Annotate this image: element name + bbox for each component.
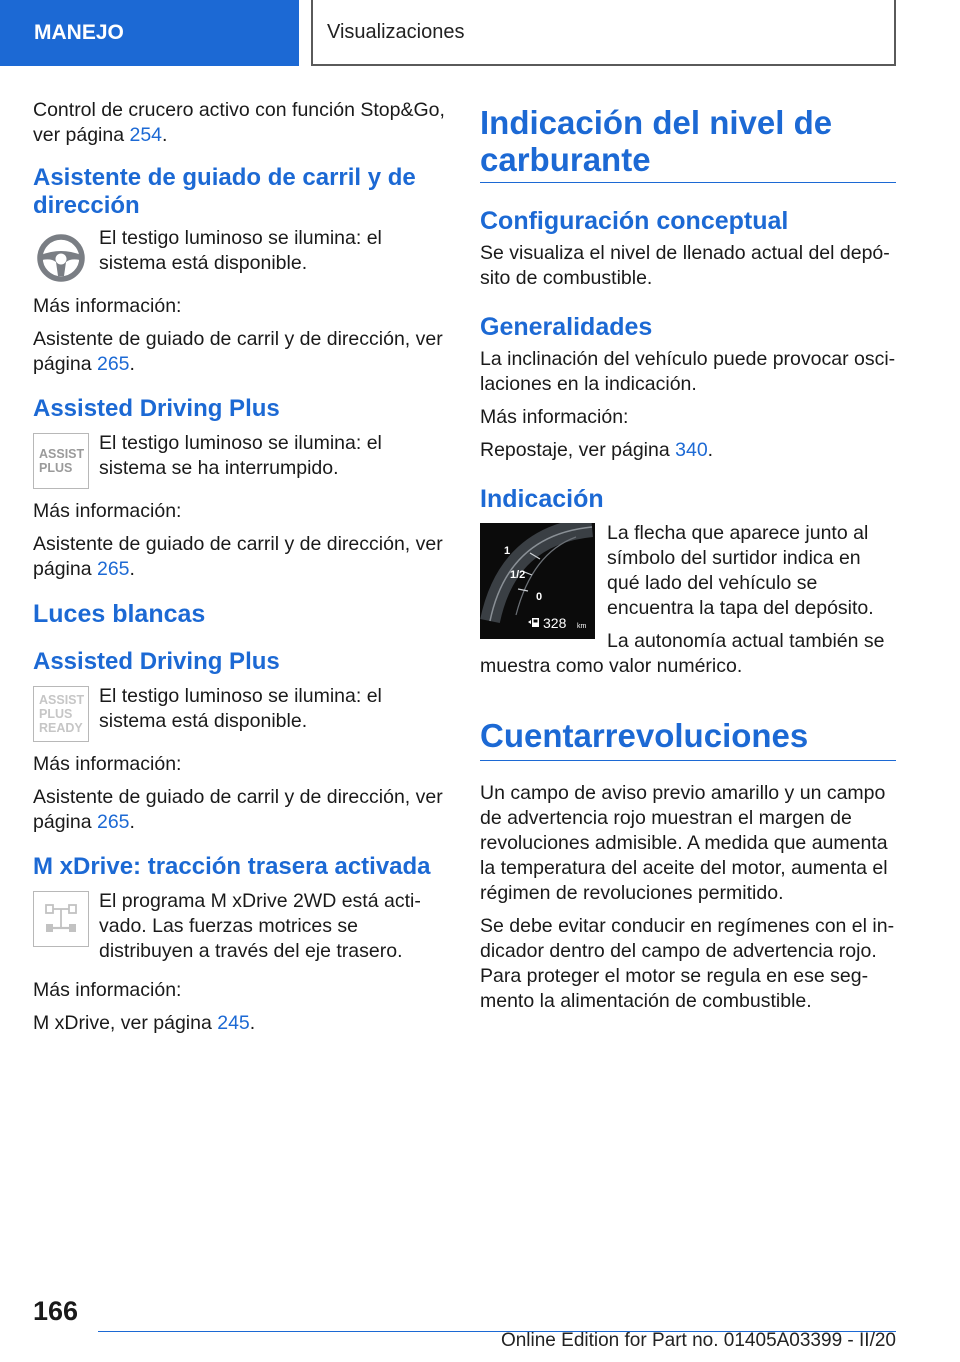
heading-concept: Configuración conceptual	[480, 207, 789, 235]
indication-block	[480, 521, 896, 687]
heading-rev-counter: Cuentarrevoluciones	[480, 717, 809, 754]
fuel-gauge-image	[480, 523, 595, 639]
page-link-265[interactable]: 265	[96, 811, 130, 833]
more-info-label: Más información:	[33, 500, 182, 522]
more-info-label: Más información:	[480, 406, 629, 428]
page-link-254[interactable]: 254	[129, 124, 163, 146]
page-link-245[interactable]: 245	[217, 1012, 250, 1034]
more-info-label: Más información:	[33, 295, 182, 317]
rear-drive-icon	[33, 891, 89, 947]
left-column	[33, 98, 451, 1044]
reference-paragraph: Asistente de guiado de carril y de dirección, ver página 265.	[33, 786, 443, 833]
reference-paragraph: M xDrive, ver página 245.	[33, 1012, 256, 1034]
page-link-340[interactable]: 340	[675, 439, 708, 461]
heading-white-lights: Luces blancas	[33, 600, 206, 628]
rev-text-1: Un campo de aviso previo amarillo y un campo de advertencia rojo muestran el margen de revoluciones admisible. A medida que aumenta la temperatura del aceite del motor, aumenta el régimen de revoluciones permitido.	[480, 782, 888, 904]
more-info-label: Más información:	[33, 979, 182, 1001]
steering-wheel-icon	[33, 228, 89, 284]
heading-rev-counter-wrap	[480, 717, 896, 761]
heading-lane-assistant: Asistente de guiado de carril y de dirección	[33, 164, 416, 219]
indicator-assist-plus-ready	[33, 684, 451, 742]
page-link-265[interactable]: 265	[96, 353, 130, 375]
rev-text-2: Se debe evitar conducir en regímenes con el indicador dentro del campo de advertencia rojo. Para proteger el motor se regula en ese segmento la alimentación de combustible.	[480, 915, 895, 1012]
gauge-label-full: 1	[504, 545, 511, 557]
reference-paragraph: Repostaje, ver página 340.	[480, 439, 714, 461]
range-value: 328	[543, 615, 567, 631]
gauge-label-empty: 0	[536, 591, 543, 603]
heading-indication: Indicación	[480, 485, 604, 513]
concept-text: Se visualiza el nivel de llenado actual del depósito de combustible.	[480, 242, 890, 289]
chapter-label: Visualizaciones	[327, 20, 465, 43]
indication-text-1: La flecha que aparece junto al símbolo del surtidor indica en qué lado del vehículo se encuentra la tapa del depósito.	[607, 522, 874, 619]
range-unit: km	[577, 623, 587, 630]
heading-mxdrive: M xDrive: tracción trasera activada	[33, 853, 431, 880]
reference-paragraph: Asistente de guiado de carril y de dirección, ver página 265.	[33, 533, 443, 580]
chapter-tab	[311, 0, 896, 66]
reference-paragraph: Asistente de guiado de carril y de dirección, ver página 265.	[33, 328, 443, 375]
page-link-265[interactable]: 265	[96, 558, 130, 580]
heading-general: Generalidades	[480, 313, 653, 341]
indicator-text: El testigo luminoso se ilumina: el sistema está disponible.	[99, 227, 382, 274]
heading-assisted-driving-plus-ready: Assisted Driving Plus	[33, 648, 280, 675]
heading-fuel-level: Indicación del nivel de carburante	[480, 104, 833, 178]
assist-plus-icon: ASSIST PLUS	[33, 433, 89, 489]
indicator-lane-assistant	[33, 226, 451, 284]
general-text: La inclinación del vehículo puede provocar oscilaciones en la indicación.	[480, 348, 896, 395]
section-tab	[0, 0, 299, 66]
more-info-label: Más información:	[33, 753, 182, 775]
assist-plus-ready-icon: ASSIST PLUS READY	[33, 686, 89, 742]
page-number: 166	[33, 1296, 79, 1326]
heading-fuel-level-wrap	[480, 104, 896, 183]
indication-text-2: La autonomía actual también se muestra como valor numérico.	[480, 630, 885, 677]
section-label: MANEJO	[34, 21, 124, 44]
indicator-text: El testigo luminoso se ilumina: el sistema está disponible.	[99, 685, 382, 732]
edition-note: Online Edition for Part no. 01405A03399 - II/20	[500, 1330, 896, 1351]
heading-assisted-driving-plus: Assisted Driving Plus	[33, 395, 280, 422]
gauge-label-half: 1/2	[510, 569, 526, 581]
intro-paragraph: Control de crucero activo con función Stop&Go, ver página 254.	[33, 99, 445, 146]
indicator-assist-plus	[33, 431, 451, 489]
indicator-text: El programa M xDrive 2WD está activado. Las fuerzas motrices se distribuyen a través del eje trasero.	[99, 890, 421, 962]
indicator-mxdrive	[33, 889, 451, 964]
indicator-text: El testigo luminoso se ilumina: el sistema se ha interrumpido.	[99, 432, 382, 479]
right-column	[480, 104, 896, 1022]
